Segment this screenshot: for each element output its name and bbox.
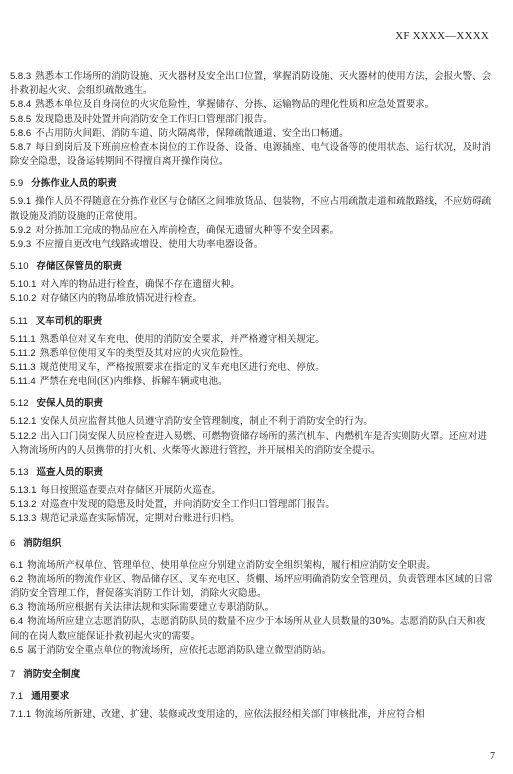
clause-paragraph [10,375,494,389]
clause-text: 熟悉单位使用叉车的类型及其对应的火灾危险性。 [39,347,249,359]
clause-paragraph [10,70,494,98]
clause-text: 规范记录巡查实际情况，定期对台账进行归档。 [40,513,240,525]
clause-paragraph [10,559,494,573]
clause-text: 物流场所产权单位、管理单位、使用单位应分别建立消防安全组织架构，履行相应消防安全职责。 [27,559,436,571]
clause-number: 5.8.3 [10,71,32,82]
clause-paragraph [10,224,494,238]
clause-text: 不占用防火间距、消防车道、防火隔离带，保障疏散通道、安全出口畅通。 [35,127,349,139]
clause-text: 存储区保管员的职责 [36,261,123,273]
clause-text: 不应擅自更改电气线路或增设、使用大功率电器设备。 [35,239,264,251]
clause-number: 6.2 [10,573,24,585]
clause-number: 5.9.1 [10,196,32,208]
clause-paragraph [10,644,494,658]
clause-paragraph [10,347,494,361]
clause-text: 物流场所应建立志愿消防队，志愿消防队员的数量不应少于本场所从业人员数量的30%。志愿消防队白天和夜间的在岗人数应能保证扑救初起火灾的需要。 [10,616,486,642]
section-heading [10,315,494,329]
clause-text: 物流场所新建、改建、扩建、装修或改变用途的，应依法报经相关部门审核批准，并应符合相 [35,709,425,721]
clause-text: 操作人员不得随意在分拣作业区与仓储区之间堆放货品、包装物，不应占用疏散走道和疏散路线，不应妨碍疏散设施及消防设施的正常使用。 [10,196,492,222]
page-number: 7 [490,751,495,762]
clause-number: 5.9.2 [10,224,32,236]
clause-text: 安保人员的职责 [36,398,104,410]
clause-text: 安保人员应监督其他人员遵守消防安全管理制度，制止不利于消防安全的行为。 [40,416,373,428]
clause-paragraph [10,333,494,347]
clause-number: 5.11.4 [10,376,36,388]
clause-number: 5.8.4 [10,99,32,111]
clause-text: 规范使用叉车，严格按照要求在指定的叉车充电区进行充电、停放。 [39,362,325,374]
clause-number: 6.3 [10,602,24,614]
clause-text: 对巡查中发现的隐患及时处置，并向消防安全工作归口管理部门报告。 [40,499,335,511]
clause-paragraph [10,361,494,375]
clause-text: 对分拣加工完成的物品应在入库前检查，确保无遗留火种等不安全因素。 [35,224,340,236]
clause-number: 6 [10,537,16,549]
clause-number: 5.8.7 [10,142,32,154]
clause-text: 巡查人员的职责 [36,467,104,479]
clause-text: 熟悉本工作场所的消防设施、灭火器材及安全出口位置，掌握消防设施、灭火器材的使用方法，会报火警、会扑救初起火灾、会组织疏散逃生。 [10,71,492,97]
clause-number: 5.8.5 [10,113,32,125]
clause-number: 5.12.2 [10,430,37,442]
clause-text: 对存储区内的物品堆放情况进行检查。 [40,293,202,305]
clause-paragraph [10,615,494,643]
clause-paragraph [10,415,494,429]
chapter-heading [10,537,494,551]
clause-paragraph [10,708,494,722]
clause-text: 每日到岗后及下班前应检查本岗位的工作设备、设备、电源插座、电气设备等的使用状态、运行状况，及时消除安全隐患，设备运转期间不得擅自离开操作岗位。 [10,142,492,168]
clause-number: 5.13.3 [10,513,37,525]
clause-number: 5.10.2 [10,293,37,305]
clause-number: 7.1.1 [10,709,32,721]
clause-number: 7 [10,669,16,681]
clause-text: 叉车司机的职责 [35,315,103,327]
clause-text: 消防安全制度 [23,669,81,681]
clause-paragraph [10,484,494,498]
clause-number: 6.5 [10,644,24,656]
clause-paragraph [10,292,494,306]
clause-text: 发现隐患及时处置并向消防安全工作归口管理部门报告。 [35,113,273,125]
clause-number: 6.1 [10,559,24,571]
clause-text: 消防组织 [23,537,62,549]
clause-text: 严禁在充电间(区)内维修、拆解车辆或电池。 [39,376,228,388]
clause-number: 5.12 [10,398,29,410]
clause-number: 5.11.1 [10,333,36,345]
clause-number: 5.9 [10,178,24,190]
clause-text: 物流场所的物流作业区、物品储存区、叉车充电区、货棚、场坪应明确消防安全管理员，负责管理本区域的日常消防安全管理工作，督促落实消防工作计划，消除火灾隐患。 [10,573,493,600]
clause-paragraph [10,98,494,112]
section-heading [10,690,494,704]
clause-paragraph [10,601,494,615]
clause-paragraph [10,141,494,169]
clause-number: 5.13.2 [10,499,37,511]
clause-number: 5.8.6 [10,127,32,139]
clause-number: 5.11.2 [10,347,36,359]
clause-paragraph [10,238,494,252]
clause-number: 5.13 [10,467,29,479]
section-heading [10,260,494,274]
clause-paragraph [10,573,494,601]
clause-text: 物流场所应根据有关法律法规和实际需要建立专职消防队。 [27,602,275,614]
standard-code-header: XF XXXX—XXXX [395,30,489,42]
clause-number: 5.12.1 [10,416,37,428]
clause-paragraph [10,498,494,512]
clause-paragraph [10,195,494,223]
clause-text: 分拣作业人员的职责 [31,178,117,190]
clause-text: 对入库的物品进行检查，确保不存在遗留火种。 [40,279,240,291]
clause-paragraph [10,127,494,141]
clause-number: 5.11.3 [10,362,36,374]
clause-number: 5.9.3 [10,239,32,251]
clause-text: 熟悉单位对叉车充电、使用的消防安全要求，并严格遵守相关规定。 [39,333,325,345]
clause-number: 6.4 [10,616,24,628]
clause-paragraph [10,278,494,292]
clause-text: 每日按照巡查要点对存储区开展防火巡查。 [40,485,221,497]
chapter-heading [10,668,494,682]
section-heading [10,397,494,411]
clause-paragraph [10,430,494,458]
clause-text: 熟悉本单位及自身岗位的火灾危险性，掌握储存、分拣、运输物品的理化性质和应急处置要求。 [35,99,435,111]
section-heading [10,177,494,191]
clause-number: 7.1 [10,691,24,703]
clause-number: 5.10.1 [10,279,37,291]
clause-paragraph [10,113,494,127]
section-heading [10,466,494,480]
clause-number: 5.13.1 [10,485,37,497]
document-body [10,70,494,722]
clause-text: 通用要求 [31,691,70,703]
clause-number: 5.10 [10,261,29,273]
clause-text: 属于消防安全重点单位的物流场所，应依托志愿消防队建立微型消防站。 [27,644,332,656]
clause-paragraph [10,512,494,526]
clause-number: 5.11 [10,315,28,327]
clause-text: 出入口门岗安保人员应检查进入易燃、可燃物资储存场所的蒸汽机车、内燃机车是否实则防火罩。还应对进入物流场所内的人员携带的打火机、火柴等火源进行管控，并开展相关的消防安全提示。 [10,430,487,456]
